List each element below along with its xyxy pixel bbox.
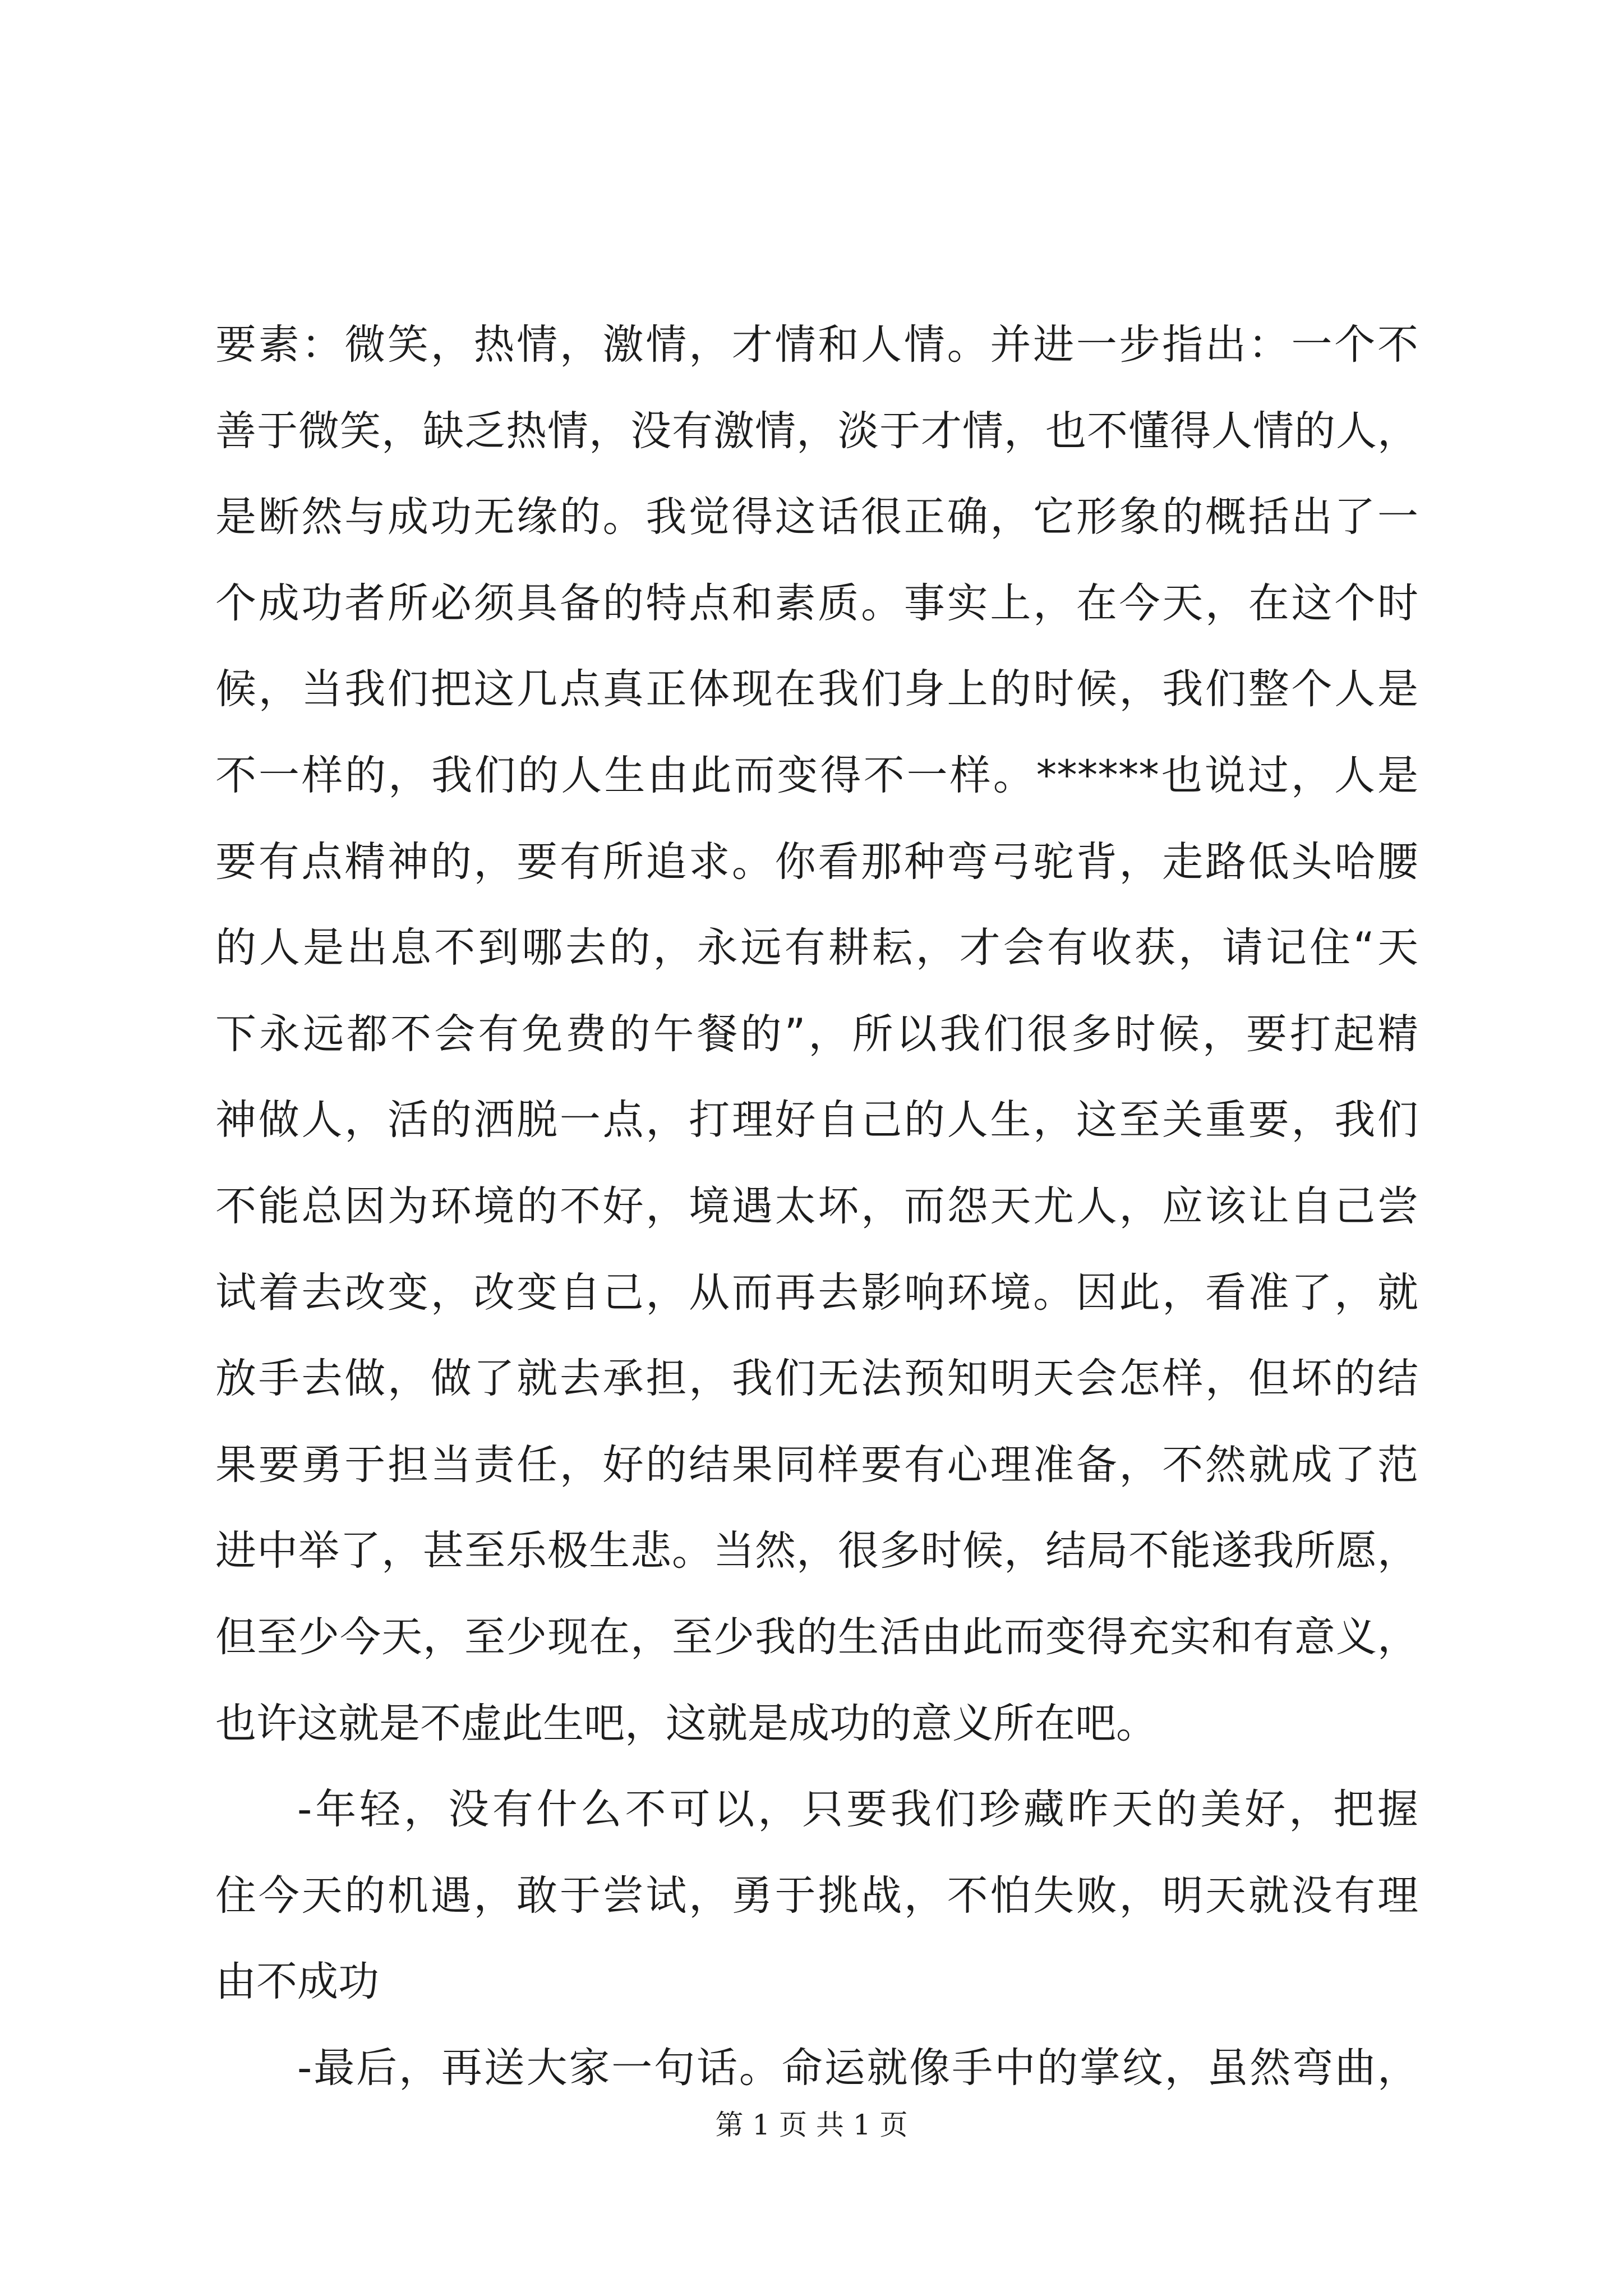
text-line: 由不成功: [215, 1958, 379, 2006]
text-line: -最后，再送大家一句话。命运就像手中的掌纹，虽然弯曲，: [297, 2044, 1418, 2092]
paragraph: [215, 302, 1418, 1766]
text-line: 候，当我们把这几点真正体现在我们身上的时候，我们整个人是: [215, 665, 1418, 714]
text-line: 住今天的机遇，敢于尝试，勇于挑战，不怕失败，明天就没有理: [215, 1871, 1418, 1920]
text-line: -年轻，没有什么不可以，只要我们珍藏昨天的美好，把握: [297, 1786, 1418, 1834]
text-line: 果要勇于担当责任，好的结果同样要有心理准备，不然就成了范: [215, 1441, 1418, 1489]
text-line: 神做人，活的洒脱一点，打理好自己的人生，这至关重要，我们: [215, 1096, 1418, 1144]
paragraph: [215, 2025, 1418, 2111]
text-line: 的人是出息不到哪去的，永远有耕耘，才会有收获，请记住“天: [215, 924, 1418, 972]
page-number-footer: 第 1 页 共 1 页: [715, 2109, 908, 2141]
text-line: 也许这就是不虚此生吧，这就是成功的意义所在吧。: [215, 1699, 1157, 1747]
text-line: 进中举了，甚至乐极生悲。当然，很多时候，结局不能遂我所愿，: [215, 1527, 1418, 1575]
text-line: 善于微笑，缺乏热情，没有激情，淡于才情，也不懂得人情的人，: [215, 407, 1418, 455]
text-line: 个成功者所必须具备的特点和素质。事实上，在今天，在这个时: [215, 579, 1418, 627]
paragraph: [215, 1766, 1418, 2025]
text-line: 放手去做，做了就去承担，我们无法预知明天会怎样，但坏的结: [215, 1355, 1418, 1403]
text-line: 要有点精神的，要有所追求。你看那种弯弓驼背，走路低头哈腰: [215, 838, 1418, 886]
text-line: 不能总因为环境的不好，境遇太坏，而怨天尤人，应该让自己尝: [215, 1182, 1418, 1230]
text-line: 但至少今天，至少现在，至少我的生活由此而变得充实和有意义，: [215, 1613, 1418, 1661]
text-line: 是断然与成功无缘的。我觉得这话很正确，它形象的概括出了一: [215, 493, 1418, 541]
document-body: [215, 302, 1418, 2111]
text-line: 试着去改变，改变自己，从而再去影响环境。因此，看准了，就: [215, 1268, 1418, 1317]
text-line: 要素：微笑，热情，激情，才情和人情。并进一步指出：一个不: [215, 321, 1418, 369]
text-line: 下永远都不会有免费的午餐的”，所以我们很多时候，要打起精: [215, 1010, 1418, 1058]
text-line: 不一样的，我们的人生由此而变得不一样。******也说过，人是: [215, 751, 1418, 799]
